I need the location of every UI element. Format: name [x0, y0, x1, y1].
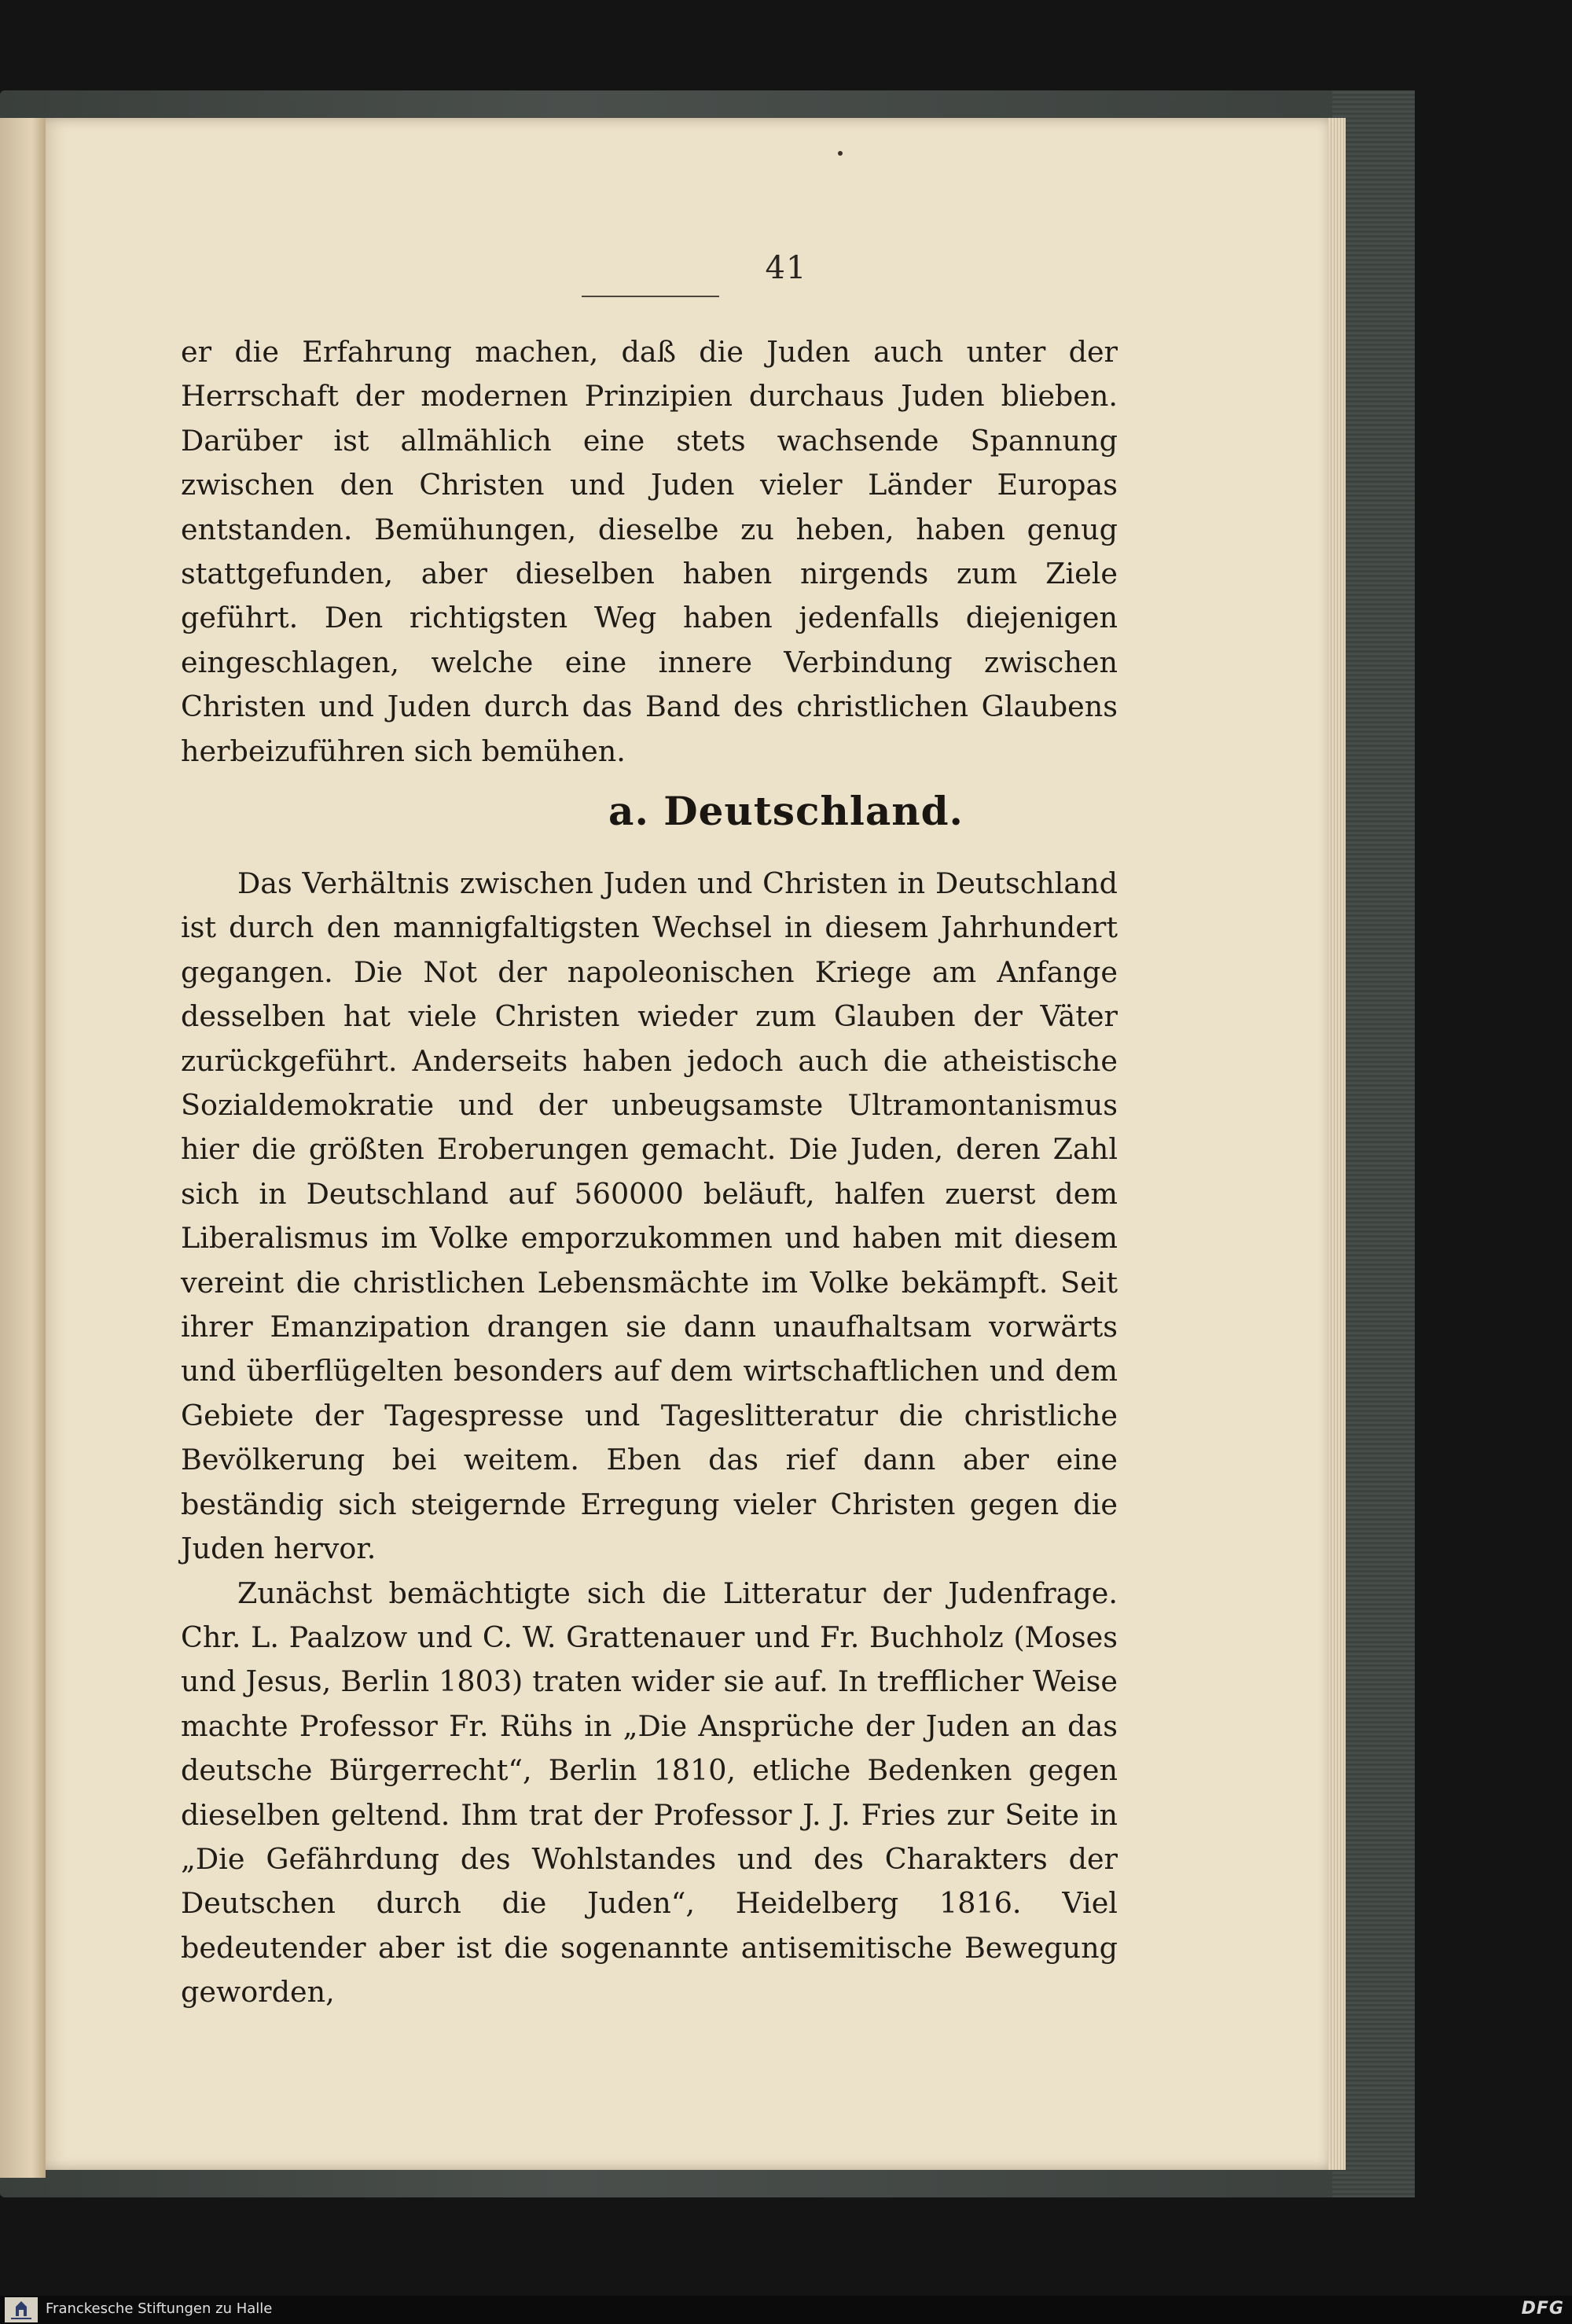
paragraph: er die Erfahrung machen, daß die Juden auch unter der Herrschaft der modernen Prinzipien durchaus Juden blieben. Darüber ist allmählich eine stets wachsende Spannung zwischen den Christen und Juden vieler Länder Europas entstanden. Bemühungen, dieselbe zu heben, haben genug stattgefunden, aber dieselben haben nirgends zum Ziele geführt. Den richtigsten Weg haben jedenfalls diejenigen eingeschlagen, welche eine innere Verbindung zwischen Christen und Juden durch das Band des christlichen Glaubens herbeizuführen sich bemühen. [181, 335, 1118, 768]
institution-name[interactable]: Franckesche Stiftungen zu Halle [46, 2300, 273, 2317]
paragraph: Das Verhältnis zwischen Juden und Christen in Deutschland ist durch den mannigfaltigsten Wechsel in diesem Jahrhundert gegangen. Die Not der napoleonischen Kriege am Anfange desselben hat viele Christen wieder zum Glauben der Väter zurückgeführt. Anderseits haben jedoch auch die atheistische Sozialdemokratie und der unbeugsamste Ultramontanismus hier die größten Eroberungen gemacht. Die Juden, deren Zahl sich in Deutschland auf 560000 beläuft, halfen zuerst dem Liberalismus im Volke emporzukommen und haben mit diesem vereint die christlichen Lebensmächte im Volke bekämpft. Seit ihrer Emanzipation drangen sie dann unaufhaltsam vorwärts und überflügelten besonders auf dem wirtschaftlichen und dem Gebiete der Tagespresse und Tageslitteratur die christliche Bevölkerung bei weitem. Eben das rief dann aber eine beständig sich steigernde Erregung vieler Christen gegen die Juden hervor. [181, 866, 1118, 1566]
page-edge-stack [1328, 118, 1346, 2170]
facing-page-edge [0, 118, 46, 2178]
paragraph: Zunächst bemächtigte sich die Litteratur der Judenfrage. Chr. L. Paalzow und C. W. Grattenauer und Fr. Buchholz (Moses und Jesus, Berlin 1803) traten wider sie auf. In trefflicher Weise machte Professor Fr. Rühs in „Die Ansprüche der Juden an das deutsche Bürgerrecht“, Berlin 1810, etliche Bedenken gegen dieselben geltend. Ihm trat der Professor J. J. Fries zur Seite in „Die Gefährdung des Wohlstandes und des Charakters der Deutschen durch die Juden“, Heidelberg 1816. Viel bedeutender aber ist die sogenannte antisemitische Bewegung geworden, [181, 1576, 1118, 2010]
body-text-bottom [181, 862, 1118, 2015]
body-text-top [181, 330, 1118, 774]
francke-foundation-logo-icon[interactable] [5, 2297, 38, 2322]
dfg-logo-text[interactable]: DFG [1521, 2299, 1564, 2318]
page-number: 41 [765, 250, 807, 286]
page-number-rule [582, 296, 719, 297]
section-heading: a. Deutschland. [608, 788, 964, 834]
paper-speck [838, 151, 843, 156]
